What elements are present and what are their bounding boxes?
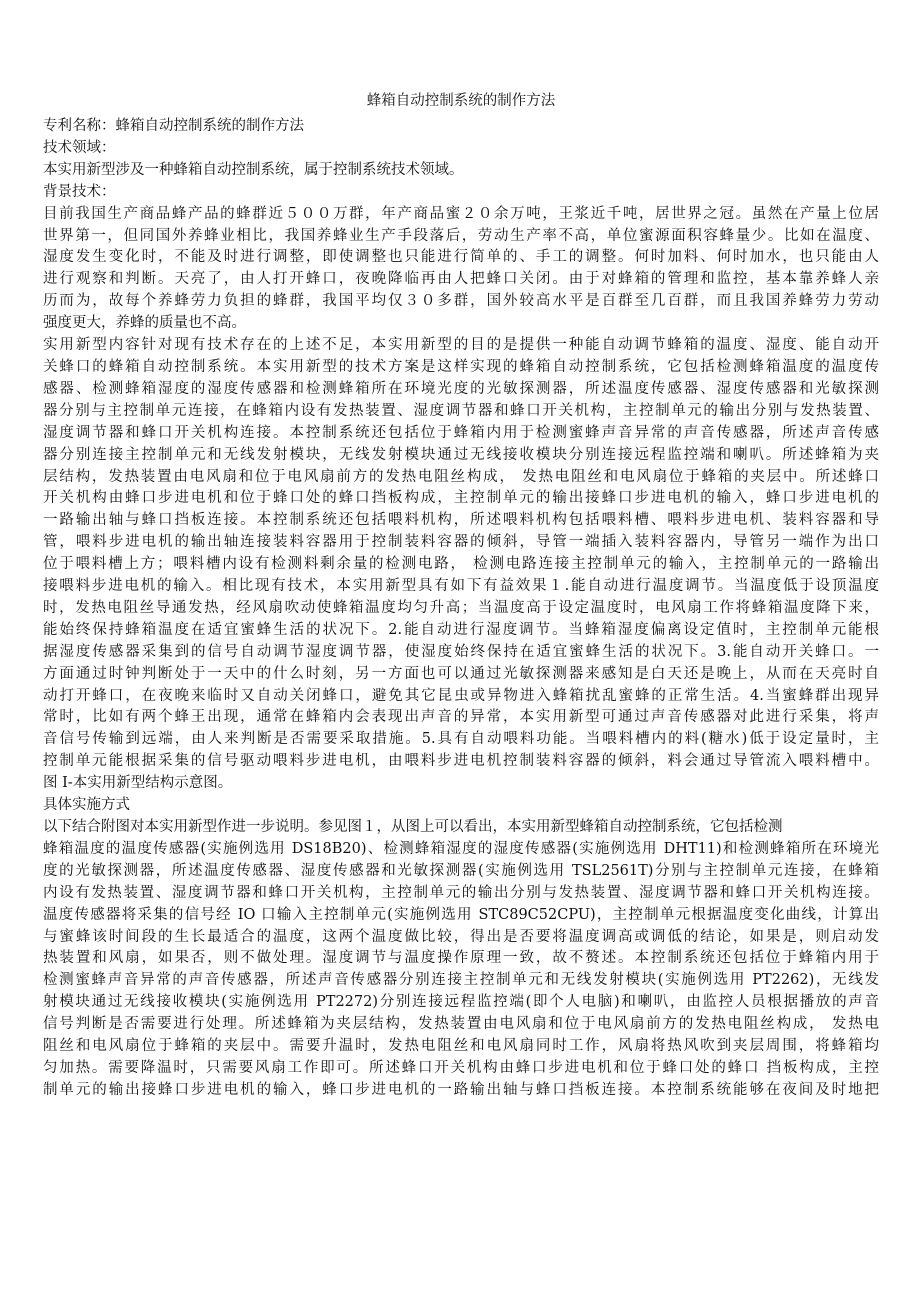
text-line: 位于喂料槽上方；喂料槽内设有检测料剩余量的检测电路， 检测电路连接主控制单元的输入，主控制单元的一路输出 xyxy=(43,556,879,573)
text-line: 匀加热。需要降温时，只需要风扇工作即可。所述蜂口开关机构由蜂口步进电机和位于蜂口处的蜂口 挡板构成，主控 xyxy=(43,1059,879,1076)
text-line: 方面通过时钟判断处于一天中的什么时刻，另一方面也可以通过光敏探测器来感知是白天还是晚上，从而在天亮时自 xyxy=(43,665,879,682)
text-line: 层结构，发热装置由电风扇和位于电风扇前方的发热电阻丝构成， 发热电阻丝和电风扇位于蜂箱的夹层中。所述蜂口 xyxy=(43,468,879,485)
text-line: 射模块通过无线接收模块(实施例选用 PT2272)分别连接远程监控端(即个人电脑)和喇叭，由监控人员根据播放的声音 xyxy=(43,994,879,1011)
text-line: 目前我国生产商品蜂产品的蜂群近５００万群，年产商品蜜２０余万吨，王浆近千吨，居世界之冠。虽然在产量上位居 xyxy=(43,205,879,222)
text-line: 音信号传输到远端，由人来判断是否需要采取措施。5.具有自动喂料功能。当喂料槽内的料(糖水)低于设定量时，主 xyxy=(43,731,879,748)
text-line: 历而为，故每个养蜂劳力负担的蜂群，我国平均仅３０多群，国外较高水平是百群至几百群，而且我国养蜂劳力劳动 xyxy=(43,293,879,310)
text-line: 进行观察和判断。天亮了，由人打开蜂口，夜晚降临再由人把蜂口关闭。由于对蜂箱的管理和监控，基本靠养蜂人亲 xyxy=(43,271,879,288)
text-line: 制单元的输出接蜂口步进电机的输入，蜂口步进电机的一路输出轴与蜂口挡板连接。本控制系统能够在夜间及时地把 xyxy=(43,1081,879,1098)
text-line: 器分别连接主控制单元和无线发射模块，无线发射模块通过无线接收模块分别连接远程监控端和喇叭。所述蜂箱为夹 xyxy=(43,446,879,463)
page-title: 蜂箱自动控制系统的制作方法 xyxy=(366,93,556,109)
document-page xyxy=(43,86,879,1102)
document-body xyxy=(43,116,879,1102)
text-line: 具体实施方式 xyxy=(43,797,130,814)
text-line: 湿度发生变化时，不能及时进行调整，即使调整也只能进行简单的、手工的调整。何时加料、何时加水，也只能由人 xyxy=(43,249,879,266)
text-line: 与蜜蜂该时间段的生长最适合的温度，这两个温度做比较，得出是否要将温度调高或调低的结论，如果是，则启动发 xyxy=(43,928,879,945)
text-line: 感器、检测蜂箱湿度的湿度传感器和检测蜂箱所在环境光度的光敏探测器，所述温度传感器、湿度传感器和光敏探测 xyxy=(43,380,879,397)
text-line: 动打开蜂口，在夜晚来临时又自动关闭蜂口，避免其它昆虫或异物进入蜂箱扰乱蜜蜂的正常生活。4.当蜜蜂群出现异 xyxy=(43,687,879,704)
text-line: 世界第一，但同国外养蜂业相比，我国养蜂业生产手段落后，劳动生产率不高，单位蜜源面积容蜂量少。比如在温度、 xyxy=(43,227,879,244)
text-line: 实用新型内容针对现有技术存在的上述不足，本实用新型的目的是提供一种能自动调节蜂箱的温度、湿度、能自动开 xyxy=(43,337,879,354)
text-line: 常时，比如有两个蜂王出现，通常在蜂箱内会表现出声音的异常，本实用新型可通过声音传感器对此进行采集，将声 xyxy=(43,709,879,726)
text-line: 一路输出轴与蜂口挡板连接。本控制系统还包括喂料机构，所述喂料机构包括喂料槽、喂料步进电机、装料容器和导 xyxy=(43,512,879,529)
text-line: 关蜂口的蜂箱自动控制系统。本实用新型的技术方案是这样实现的蜂箱自动控制系统，它包括检测蜂箱温度的温度传 xyxy=(43,358,879,375)
text-line: 能始终保持蜂箱温度在适宜蜜蜂生活的状况下。2.能自动进行湿度调节。当蜂箱湿度偏离设定值时，主控制单元能根 xyxy=(43,621,879,638)
text-line: 以下结合附图对本实用新型作进一步说明。参见图１，从图上可以看出，本实用新型蜂箱自动控制系统，它包括检测 xyxy=(43,819,783,835)
text-line: 蜂箱温度的温度传感器(实施例选用 DS18B20)、检测蜂箱湿度的湿度传感器(实施例选用 DHT11)和检测蜂箱所在环境光 xyxy=(43,840,879,857)
text-line: 管，喂料步进电机的输出轴连接装料容器用于控制装料容器的倾斜，导管一端插入装料容器内，导管另一端作为出口 xyxy=(43,534,879,551)
text-line: 专利名称：蜂箱自动控制系统的制作方法 xyxy=(43,118,304,134)
text-line: 信号判断是否需要进行处理。所述蜂箱为夹层结构，发热装置由电风扇和位于电风扇前方的发热电阻丝构成， 发热电 xyxy=(43,1016,879,1033)
text-line: 背景技术： xyxy=(43,183,116,200)
text-line: 内设有发热装置、湿度调节器和蜂口开关机构，主控制单元的输出分别与发热装置、湿度调节器和蜂口开关机构连接。 xyxy=(43,884,879,901)
text-line: 技术领域： xyxy=(43,139,116,156)
text-line: 接喂料步进电机的输入。相比现有技术，本实用新型具有如下有益效果１.能自动进行温度调节。当温度低于设顶温度 xyxy=(43,578,879,595)
text-line: 温度传感器将采集的信号经 IO 口输入主控制单元(实施例选用 STC89C52CPU)，主控制单元根据温度变化曲线，计算出 xyxy=(43,906,879,923)
text-line: 强度更大，养蜂的质量也不高。 xyxy=(43,315,246,332)
text-line: 控制单元能根据采集的信号驱动喂料步进电机，由喂料步进电机控制装料容器的倾斜，料会通过导管流入喂料槽中。 xyxy=(43,753,879,770)
text-line: 度的光敏探测器，所述温度传感器、湿度传感器和光敏探测器(实施例选用 TSL2561T)分别与主控制单元连接，在蜂箱 xyxy=(43,862,879,879)
text-line: 本实用新型涉及一种蜂箱自动控制系统，属于控制系统技术领域。 xyxy=(43,161,464,178)
text-line: 热装置和风扇，如果否，则不做处理。湿度调节与温度操作原理一致，故不赘述。本控制系统还包括位于蜂箱内用于 xyxy=(43,950,879,967)
text-line: 据湿度传感器采集到的信号自动调节湿度调节器，使湿度始终保持在适宜蜜蜂生活的状况下。3.能自动开关蜂口。一 xyxy=(43,643,879,660)
text-line: 检测蜜蜂声音异常的声音传感器，所述声音传感器分别连接主控制单元和无线发射模块(实施例选用 PT2262)，无线发 xyxy=(43,972,879,989)
text-line: 时，发热电阻丝导通发热，经风扇吹动使蜂箱温度均匀升高；当温度高于设定温度时，电风扇工作将蜂箱温度降下来， xyxy=(43,599,879,616)
text-line: 器分别与主控制单元连接，在蜂箱内设有发热装置、湿度调节器和蜂口开关机构，主控制单元的输出分别与发热装置、 xyxy=(43,402,879,419)
text-line: 湿度调节器和蜂口开关机构连接。本控制系统还包括位于蜂箱内用于检测蜜蜂声音异常的声音传感器，所述声音传感 xyxy=(43,424,879,441)
text-line: 阻丝和电风扇位于蜂箱的夹层中。需要升温时，发热电阻丝和电风扇同时工作，风扇将热风吹到夹层周围，将蜂箱均 xyxy=(43,1038,879,1055)
text-line: 开关机构由蜂口步进电机和位于蜂口处的蜂口挡板构成，主控制单元的输出接蜂口步进电机的输入，蜂口步进电机的 xyxy=(43,490,879,507)
text-line: 图 I-本实用新型结构示意图。 xyxy=(43,775,233,792)
